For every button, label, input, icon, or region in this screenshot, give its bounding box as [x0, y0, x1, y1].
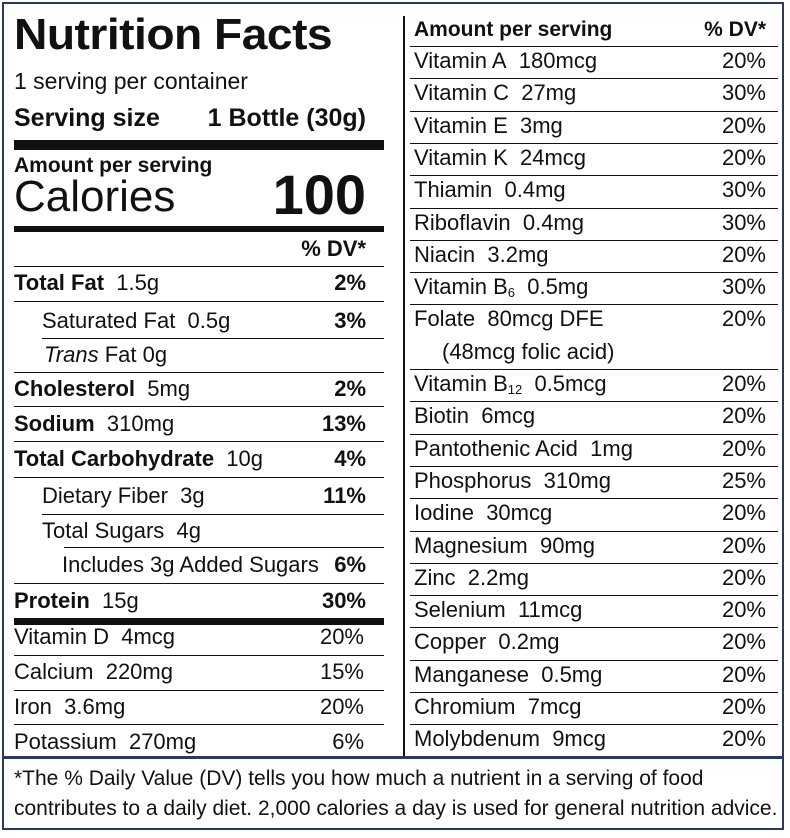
nutrient-dv: 20% — [721, 144, 766, 170]
nutrient-row: Pantothenic Acid 1mg — [414, 435, 633, 461]
nutrient-dv: 20% — [319, 694, 364, 719]
nutrient-dv: 3% — [334, 308, 366, 333]
row-divider — [14, 690, 384, 691]
row-divider — [410, 111, 778, 112]
row-divider — [410, 369, 778, 370]
row-divider — [410, 143, 778, 144]
nutrient-row: Magnesium 90mg — [414, 532, 595, 558]
dv-header: % DV* — [301, 236, 366, 261]
nutrient-dv: 6% — [332, 729, 364, 754]
right-dv-header: % DV* — [704, 18, 766, 41]
serving-size-value: 1 Bottle (30g) — [207, 104, 366, 132]
row-divider — [14, 406, 384, 407]
row-divider — [410, 563, 778, 564]
nutrient-row: Folate 80mcg DFE — [414, 306, 604, 332]
nutrient-row: Trans Fat 0g — [44, 342, 168, 367]
nutrient-dv: 20% — [721, 500, 766, 526]
footer-divider — [4, 756, 782, 759]
nutrient-row: Vitamin D 4mcg — [14, 624, 175, 649]
nutrient-row: Zinc 2.2mg — [414, 564, 529, 590]
nutrient-row: Calcium 220mg — [14, 659, 173, 684]
nutrient-row: Total Fat 1.5g — [14, 270, 160, 295]
nutrient-dv: 20% — [721, 371, 766, 396]
nutrient-row: (48mcg folic acid) — [442, 338, 615, 364]
nutrient-row: Copper 0.2mg — [414, 629, 560, 655]
nutrient-row: Vitamin $B_6$ 0.5mg — [414, 274, 589, 301]
thick-divider — [14, 140, 384, 150]
nutrient-row: Vitamin $B_{12}$ 0.5mcg — [414, 371, 607, 397]
nutrient-dv: 30% — [721, 274, 766, 300]
nutrient-dv: 4% — [334, 446, 366, 471]
nutrient-dv: 20% — [721, 435, 766, 461]
nutrient-dv: 2% — [334, 270, 366, 295]
row-divider — [410, 531, 778, 532]
nutrient-row: Biotin 6mcg — [414, 403, 536, 429]
nutrient-row: Manganese 0.5mg — [414, 661, 603, 687]
row-divider — [14, 441, 384, 442]
nutrient-dv: 13% — [321, 411, 366, 436]
row-divider — [410, 304, 778, 305]
row-divider — [14, 266, 384, 267]
nutrient-dv: 20% — [721, 629, 766, 655]
nutrient-row: Molybdenum 9mcg — [414, 726, 606, 752]
nutrient-dv: 20% — [721, 694, 766, 719]
nutrient-row: Vitamin A 180mcg — [414, 48, 598, 73]
nutrient-dv: 30% — [721, 177, 766, 203]
row-divider — [14, 724, 384, 725]
nutrient-dv: 20% — [721, 597, 766, 623]
row-divider — [410, 240, 778, 241]
nutrient-row: Vitamin K 24mcg — [414, 144, 587, 170]
nutrient-dv: 20% — [721, 306, 766, 332]
nutrient-row: Iodine 30mcg — [414, 500, 553, 526]
nutrient-dv: 15% — [319, 659, 364, 684]
right-amount-header: Amount per serving — [414, 18, 613, 41]
nutrient-row: Dietary Fiber 3g — [42, 483, 205, 508]
row-divider — [410, 434, 778, 435]
column-separator — [403, 16, 405, 756]
nutrient-dv: 20% — [721, 564, 766, 590]
nutrient-dv: 20% — [319, 624, 364, 649]
nutrient-dv: 20% — [721, 661, 766, 687]
row-divider — [410, 46, 778, 47]
row-divider — [410, 498, 778, 499]
row-divider — [14, 301, 384, 302]
nutrient-row: Selenium 11mcg — [414, 597, 583, 623]
nutrient-dv: 25% — [721, 467, 766, 493]
nutrient-row: Chromium 7mcg — [414, 694, 582, 719]
nutrient-row: Vitamin C 27mg — [414, 80, 577, 106]
nutrient-row: Includes 3g Added Sugars — [62, 552, 319, 577]
nutrient-dv: 30% — [721, 80, 766, 106]
row-divider — [410, 660, 778, 661]
row-divider — [14, 583, 384, 584]
row-divider — [410, 401, 778, 402]
nutrient-dv: 30% — [721, 209, 766, 235]
row-divider — [42, 338, 384, 339]
label-title: Nutrition Facts — [14, 10, 333, 59]
row-divider — [410, 466, 778, 467]
nutrient-dv: 30% — [321, 588, 366, 613]
nutrient-dv: 6% — [334, 552, 366, 577]
nutrient-row: Riboflavin 0.4mg — [414, 209, 584, 235]
row-divider — [14, 655, 384, 656]
serving-size-label: Serving size — [14, 104, 160, 132]
nutrient-row: Total Sugars 4g — [42, 518, 202, 543]
nutrient-dv: 20% — [721, 112, 766, 138]
nutrient-row: Iron 3.6mg — [14, 694, 126, 719]
nutrient-row: Phosphorus 310mg — [414, 467, 611, 493]
row-divider — [410, 208, 778, 209]
row-divider — [410, 692, 778, 693]
nutrient-row: Protein 15g — [14, 588, 139, 613]
row-divider — [410, 175, 778, 176]
footnote: *The % Daily Value (DV) tells you how much a nutrient in a serving of food contributes to a daily diet. 2,000 calories a day is used for general nutrition advice. — [14, 767, 778, 820]
servings-per-container: 1 serving per container — [14, 68, 248, 94]
nutrient-row: Sodium 310mg — [14, 411, 175, 436]
row-divider — [410, 272, 778, 273]
row-divider — [64, 547, 384, 548]
calories-value: 100 — [272, 163, 366, 226]
nutrient-row: Niacin 3.2mg — [414, 241, 549, 267]
nutrient-row: Potassium 270mg — [14, 729, 197, 754]
row-divider — [410, 595, 778, 596]
row-divider — [14, 477, 384, 478]
nutrient-dv: 20% — [721, 726, 766, 752]
row-divider — [410, 627, 778, 628]
calories-label: Calories — [14, 172, 176, 221]
row-divider — [14, 372, 384, 373]
nutrition-facts-label — [2, 2, 784, 830]
nutrient-dv: 11% — [323, 483, 366, 508]
row-divider — [410, 78, 778, 79]
nutrient-row: Cholesterol 5mg — [14, 376, 191, 401]
nutrient-row: Thiamin 0.4mg — [414, 177, 566, 203]
nutrient-dv: 20% — [721, 532, 766, 558]
nutrient-dv: 2% — [334, 376, 366, 401]
nutrient-dv: 20% — [721, 48, 766, 73]
nutrient-dv: 20% — [721, 241, 766, 267]
nutrient-dv: 20% — [721, 403, 766, 429]
amount-per-serving-label: Amount per serving — [14, 154, 213, 177]
row-divider — [42, 514, 384, 515]
medium-divider — [14, 226, 384, 232]
row-divider — [410, 724, 778, 725]
nutrient-row: Saturated Fat 0.5g — [42, 308, 231, 333]
nutrient-row: Vitamin E 3mg — [414, 112, 563, 138]
nutrient-row: Total Carbohydrate 10g — [14, 446, 264, 471]
